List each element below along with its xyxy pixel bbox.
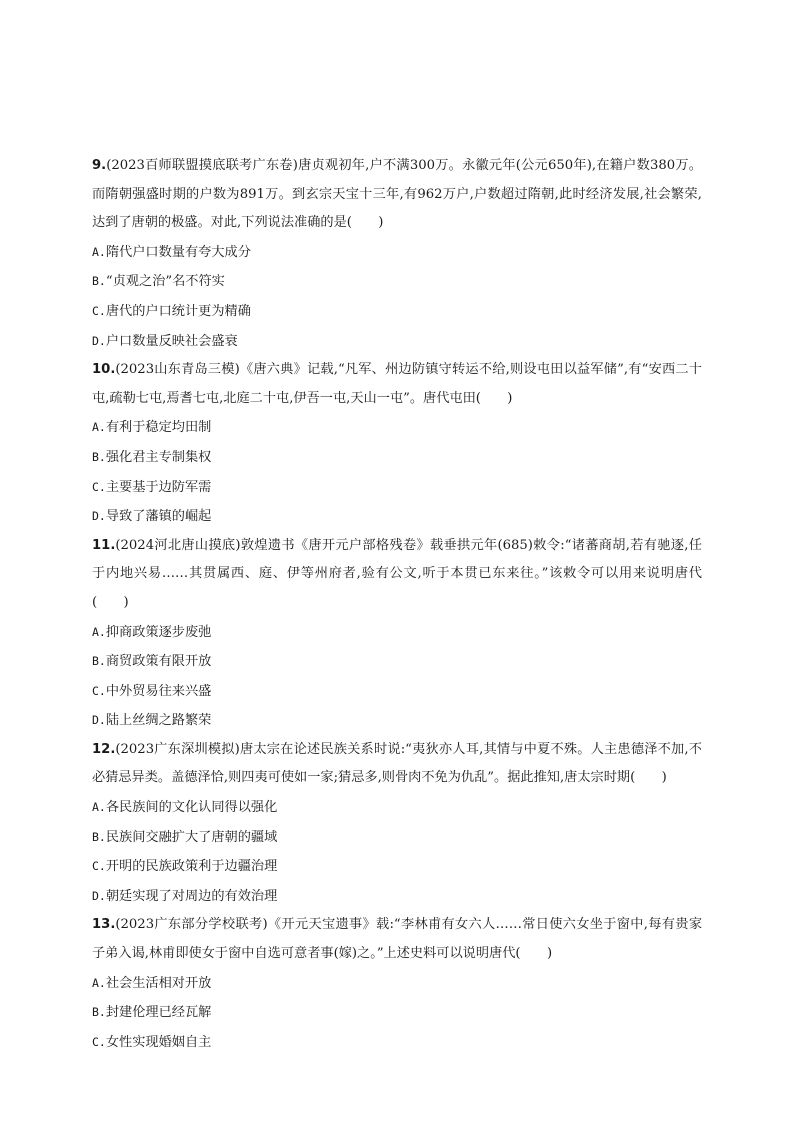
option-text: 开明的民族政策利于边疆治理 xyxy=(105,859,278,875)
option-d[interactable] xyxy=(92,502,702,532)
option-b[interactable] xyxy=(92,998,702,1028)
option-b[interactable] xyxy=(92,647,702,677)
option-letter: B. xyxy=(92,654,106,669)
option-text: 中外贸易往来兴盛 xyxy=(105,683,212,699)
option-letter: D. xyxy=(92,509,106,524)
question-text: 唐太宗在论述民族关系时说:“夷狄亦人耳,其情与中夏不殊。人主患德泽不加,不必猜忌异类。盖德泽恰,则四夷可使如一家;猜忌多,则骨肉不免为仇乱”。据此推知,唐太宗时期( ) xyxy=(92,741,702,786)
option-letter: C. xyxy=(92,479,106,494)
option-text: 女性实现婚姻自主 xyxy=(105,1034,212,1050)
option-letter: D. xyxy=(92,333,106,348)
question-source: (2023山东青岛三模) xyxy=(115,362,240,378)
option-d[interactable] xyxy=(92,882,702,912)
question-stem xyxy=(92,532,702,618)
question-11 xyxy=(92,532,702,736)
question-source: (2023广东深圳模拟) xyxy=(115,741,240,757)
option-letter: A. xyxy=(92,975,106,990)
question-stem xyxy=(92,356,702,413)
option-text: 户口数量反映社会盛衰 xyxy=(105,333,238,349)
question-source: (2023广东部分学校联考) xyxy=(115,917,268,933)
option-a[interactable] xyxy=(92,238,702,268)
option-text: 强化君主专制集权 xyxy=(105,449,212,465)
option-text: 主要基于边防军需 xyxy=(105,479,212,495)
option-d[interactable] xyxy=(92,327,702,357)
question-number: 11. xyxy=(92,537,116,553)
option-a[interactable] xyxy=(92,793,702,823)
option-text: “贞观之治”名不符实 xyxy=(105,274,225,290)
option-c[interactable] xyxy=(92,852,702,882)
option-letter: C. xyxy=(92,683,106,698)
option-c[interactable] xyxy=(92,473,702,503)
option-text: 封建伦理已经瓦解 xyxy=(105,1005,212,1021)
option-letter: C. xyxy=(92,303,106,318)
question-text: 《唐六典》记载,“凡军、州边防镇守转运不给,则设屯田以益军储”,有“安西二十屯,疏勒七屯,焉耆七屯,北庭二十屯,伊吾一屯,天山一屯”。唐代屯田( ) xyxy=(92,362,702,406)
option-letter: C. xyxy=(92,1034,106,1049)
question-number: 12. xyxy=(92,741,116,757)
option-text: 导致了藩镇的崛起 xyxy=(105,509,212,525)
option-letter: D. xyxy=(92,713,106,728)
question-text: 唐贞观初年,户不满300万。永徽元年(公元650年),在籍户数380万。而隋朝强盛时期的户数为891万。到玄宗天宝十三年,有962万户,户数超过隋朝,此时经济发展,社会繁荣,达到了唐朝的极盛。对此,下列说法准确的是( ) xyxy=(92,158,702,231)
option-text: 社会生活相对开放 xyxy=(105,975,212,991)
option-letter: D. xyxy=(92,888,106,903)
option-text: 抑商政策逐步废弛 xyxy=(105,624,212,640)
question-number: 9. xyxy=(92,158,107,173)
question-source: (2023百师联盟摸底联考广东卷) xyxy=(106,158,298,173)
question-number: 10. xyxy=(92,362,116,378)
option-text: 陆上丝绸之路繁荣 xyxy=(105,713,212,729)
question-source: (2024河北唐山摸底) xyxy=(115,537,241,553)
option-letter: C. xyxy=(92,859,106,874)
question-9 xyxy=(92,152,702,356)
option-a[interactable] xyxy=(92,969,702,999)
question-stem xyxy=(92,911,702,968)
option-letter: A. xyxy=(92,800,106,815)
question-text: 敦煌遗书《唐开元户部格残卷》载垂拱元年(685)敕令:“诸蕃商胡,若有驰逐,任于内地兴易……其贯属西、庭、伊等州府者,验有公文,听于本贯已东来往。”该敕令可以用来说明唐代( ) xyxy=(92,537,702,610)
option-text: 唐代的户口统计更为精确 xyxy=(105,303,251,319)
question-10 xyxy=(92,356,702,532)
question-text: 《开元天宝遗事》载:“李林甫有女六人……常日使六女坐于窗中,每有贵家子弟入谒,林甫即使女于窗中自选可意者事(嫁)之。”上述史料可以说明唐代( ) xyxy=(92,917,703,962)
option-letter: A. xyxy=(92,624,106,639)
question-stem xyxy=(92,736,702,793)
option-letter: B. xyxy=(92,1005,106,1020)
option-a[interactable] xyxy=(92,413,702,443)
option-c[interactable] xyxy=(92,1028,702,1058)
option-a[interactable] xyxy=(92,618,702,648)
option-text: 各民族间的文化认同得以强化 xyxy=(105,800,278,816)
option-letter: A. xyxy=(92,420,106,435)
option-letter: B. xyxy=(92,829,106,844)
question-number: 13. xyxy=(92,917,116,933)
option-b[interactable] xyxy=(92,267,702,297)
option-b[interactable] xyxy=(92,443,702,473)
question-13 xyxy=(92,911,702,1057)
option-d[interactable] xyxy=(92,706,702,736)
question-stem xyxy=(92,152,702,238)
option-letter: B. xyxy=(92,449,106,464)
option-text: 有利于稳定均田制 xyxy=(105,420,212,436)
option-c[interactable] xyxy=(92,677,702,707)
option-c[interactable] xyxy=(92,297,702,327)
option-letter: A. xyxy=(92,244,106,259)
option-text: 民族间交融扩大了唐朝的疆域 xyxy=(105,829,278,845)
question-12 xyxy=(92,736,702,912)
option-text: 朝廷实现了对周边的有效治理 xyxy=(105,888,278,904)
option-b[interactable] xyxy=(92,823,702,853)
option-text: 隋代户口数量有夸大成分 xyxy=(105,244,251,260)
question-list xyxy=(92,152,702,1057)
option-letter: B. xyxy=(92,274,106,289)
option-text: 商贸政策有限开放 xyxy=(105,654,212,670)
